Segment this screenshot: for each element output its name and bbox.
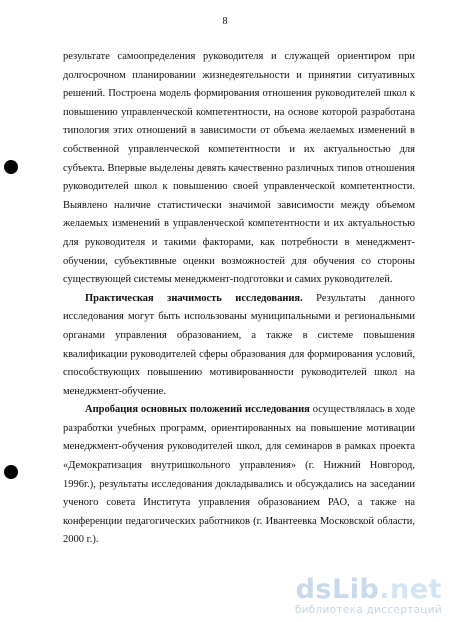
watermark-logo-ext: .net: [379, 574, 442, 605]
watermark-subtitle: библиотека диссертаций: [294, 604, 442, 616]
paragraph-approbation: [63, 401, 415, 550]
watermark-logo: [295, 576, 442, 604]
paragraph-continuation: [63, 48, 415, 290]
paragraph-heading: Практическая значимость исследования.: [85, 292, 303, 304]
paragraph-text: осуществлялась в ходе разработки учебных программ, ориентированных на повышение мотивации менеджмент-обучения руководителей школ, для семинаров в рамках проекта «Демократизация внутришкольного управления» (г. Нижний Новгород, 1996г.), результаты исследования докладывались и обсуждались на заседании ученого совета Института управления образованием РАО, а также на конференции педагогических работников (г. Ивантеевка Московской области, 2000 г.).: [63, 404, 415, 546]
paragraph-text: результате самоопределения руководителя и служащей ориентиром при долгосрочном планировании жизнедеятельности и принятии ситуативных решений. Построена модель формирования отношения руководителей школ к повышению управленческой компетентности, на основе которой разработана типология этих отношений в зависимости от объема желаемых изменений в собственной управленческой компетентности и их актуальностью для субъекта. Впервые выделены девять качественно различных типов отношения руководителей школ к повышению своей управленческой компетентности. Выявлено наличие статистически значимой зависимости между объемом желаемых изменений в управленческой компетентности и их актуальностью для руководителя и такими факторами, как потребности в менеджмент-обучении, субъективные оценки возможностей для обучения со стороны существующей системы менеджмент-подготовки и самих руководителей.: [63, 51, 415, 286]
document-body: [63, 48, 415, 550]
watermark-logo-main: dsLib: [295, 574, 380, 605]
watermark: [295, 576, 442, 616]
page-number: 8: [222, 16, 228, 27]
paragraph-heading: Апробация основных положений исследования: [85, 404, 310, 416]
punch-hole-mark: [4, 160, 18, 174]
paragraph-practical-significance: [63, 290, 415, 402]
paragraph-text: Результаты данного исследования могут быть использованы муниципальными и региональными органами управления образованием, а также в системе повышения квалификации руководителей сферы образования для формирования условий, способствующих повышению мотивированности руководителей школ на менеджмент-обучение.: [63, 292, 415, 397]
punch-hole-mark: [4, 465, 18, 479]
